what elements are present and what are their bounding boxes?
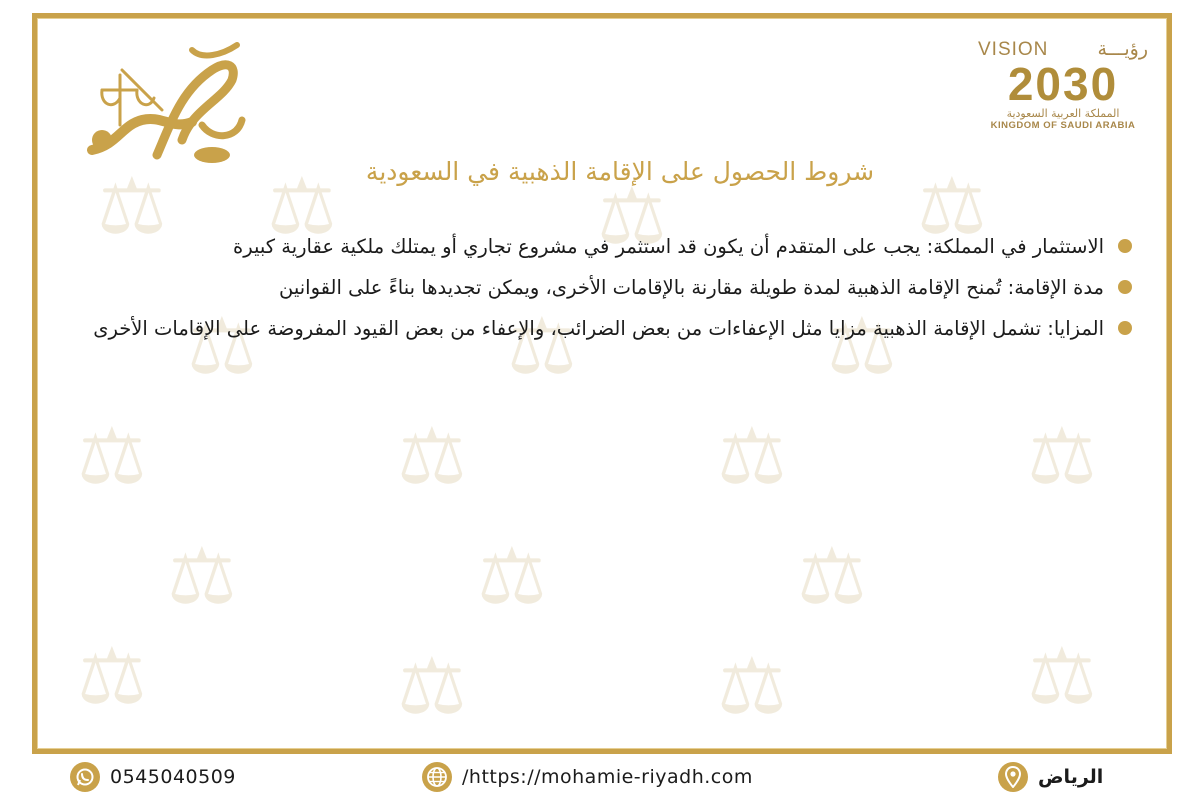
website-url: /https://mohamie-riyadh.com <box>462 766 753 788</box>
vision-2030-logo <box>978 38 1148 132</box>
list-item <box>62 308 1134 349</box>
vision-en-text: VISION <box>978 38 1049 60</box>
conditions-list <box>62 226 1134 349</box>
page-title: شروط الحصول على الإقامة الذهبية في السعودية <box>365 157 875 186</box>
badge-pattern-icon: ⚖ <box>717 412 787 502</box>
website-link[interactable] <box>422 762 753 792</box>
gavel-pattern-icon: ⚖ <box>77 632 147 722</box>
kingdom-ar-text: المملكة العربية السعودية <box>1006 107 1120 120</box>
scales-pattern-icon: ⚖ <box>1027 412 1097 502</box>
calligraphy-logo <box>62 30 252 170</box>
fingerprint-pattern-icon: ⚖ <box>397 642 467 732</box>
scales-pattern-icon: ⚖ <box>507 302 577 392</box>
scales-pattern-icon: ⚖ <box>827 302 897 392</box>
briefcase-pattern-icon: ⚖ <box>397 412 467 502</box>
whatsapp-icon <box>70 762 100 792</box>
badge-pattern-icon: ⚖ <box>717 642 787 732</box>
list-item <box>62 226 1134 267</box>
list-item-text: الاستثمار في المملكة: يجب على المتقدم أن يكون قد استثمر في مشروع تجاري أو يمتلك ملكية عقارية كبيرة <box>233 235 1104 258</box>
handcuffs-pattern-icon: ⚖ <box>797 532 867 622</box>
vision-year: 2030 <box>1007 58 1119 110</box>
globe-icon <box>422 762 452 792</box>
city-name: الرياض <box>1038 766 1104 788</box>
list-item-text: المزايا: تشمل الإقامة الذهبية مزايا مثل الإعفاءات من بعض الضرائب، والإعفاء من بعض القيود المفروضة على الإقامات الأخرى <box>93 317 1104 340</box>
phone-contact[interactable] <box>70 762 236 792</box>
kingdom-en-text: KINGDOM OF SAUDI ARABIA <box>990 120 1136 131</box>
fingerprint-pattern-icon: ⚖ <box>187 302 257 392</box>
scales-pattern-icon: ⚖ <box>477 532 547 622</box>
scales-pattern-icon: ⚖ <box>267 162 337 252</box>
list-item <box>62 267 1134 308</box>
courthouse-pattern-icon: ⚖ <box>1027 632 1097 722</box>
briefcase-pattern-icon: ⚖ <box>597 172 667 262</box>
vision-ar-text: رؤيـــة <box>1097 39 1148 60</box>
badge-pattern-icon: ⚖ <box>917 162 987 252</box>
prison-pattern-icon: ⚖ <box>77 412 147 502</box>
location-contact <box>998 762 1103 792</box>
location-pin-icon <box>998 762 1028 792</box>
gavel-pattern-icon: ⚖ <box>97 162 167 252</box>
phone-number: 0545040509 <box>110 766 236 788</box>
list-item-text: مدة الإقامة: تُمنح الإقامة الذهبية لمدة طويلة مقارنة بالإقامات الأخرى، ويمكن تجديدها بناءً على القوانين <box>279 276 1104 299</box>
contact-footer <box>0 754 1200 800</box>
graduation-pattern-icon: ⚖ <box>167 532 237 622</box>
